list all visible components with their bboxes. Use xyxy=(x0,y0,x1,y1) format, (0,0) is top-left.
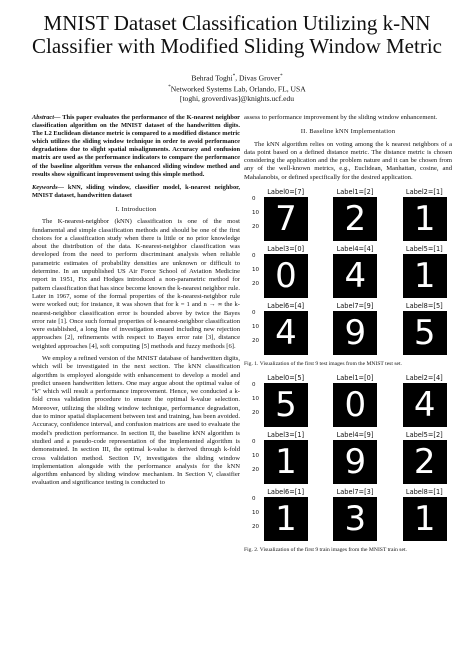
digit-image-cell xyxy=(389,431,446,487)
digit-label: Label6=[1] xyxy=(267,488,305,497)
axis-tick-label: 0 xyxy=(252,496,256,503)
digit-label: Label8=[1] xyxy=(405,488,443,497)
digit-image-cell xyxy=(250,302,307,358)
digit-image: 4 xyxy=(333,254,377,298)
keywords xyxy=(32,184,240,200)
section-heading: II. Baseline kNN Implementation xyxy=(300,128,396,136)
digit-image: 2 xyxy=(403,440,447,484)
author-sup: * xyxy=(232,74,236,79)
author-name: Behrad Toghi xyxy=(191,73,233,83)
figure-1-caption: Fig. 1. Visualization of the first 9 test images from the MNIST test set. xyxy=(244,361,402,368)
axis-tick-label: 0 xyxy=(252,310,256,317)
digit-image-cell xyxy=(319,374,376,430)
digit-label: Label3=[0] xyxy=(267,245,305,254)
digit-image-cell xyxy=(389,188,446,244)
axis-tick-label: 20 xyxy=(252,410,259,417)
digit-image-cell xyxy=(250,431,307,487)
keywords-label: Keywords— xyxy=(32,183,64,191)
digit-image-cell xyxy=(389,245,446,301)
digit-image: 1 xyxy=(403,497,447,541)
digit-image: 4 xyxy=(264,311,308,355)
digit-label: Label6=[4] xyxy=(267,302,305,311)
abstract-label: Abstract— xyxy=(32,114,61,121)
figure-2-grid xyxy=(250,374,446,544)
digit-label: Label7=[9] xyxy=(336,302,374,311)
axis-tick-label: 20 xyxy=(252,281,259,288)
right-column xyxy=(244,114,452,560)
axis-tick-label: 0 xyxy=(252,253,256,260)
axis-tick-label: 20 xyxy=(252,338,259,345)
digit-image-cell xyxy=(319,488,376,544)
digit-label: Label2=[4] xyxy=(405,374,443,383)
section-heading: I. Introduction xyxy=(115,205,157,213)
digit-image-cell xyxy=(389,488,446,544)
digit-label: Label8=[5] xyxy=(405,302,443,311)
digit-image: 1 xyxy=(264,497,308,541)
author-block xyxy=(0,72,474,104)
paragraph: We employ a refined version of the MNIST database of handwritten digits, which will be investigated in the next section. The kNN classification algorithm is employed alongside with enhancement to develop a model and predict unseen handwritten letters. One may argue about the optimal value of "k" which will result a performance improvement. Hence, we conducted a k-fold cross validation procedure to ensure the optimal k-value selection. Moreover, utilizing the sliding window technique, performance degradation, due to minor spatial displacement between test and training, has been avoided. Accuracy, confidence interval, and confusion matrices are used to evaluate the model's prediction performance. In section II, the baseline kNN algorithm is studied and a pseudo-code representation of the implemented algorithm is demonstrated. In section III, the optimal k-value is derived through k-fold cross validation method. Section IV, investigates the sliding window implementation alongside with the performance analysis for the kNN algorithm enhanced by sliding window mechanism. In Section V, classifier evaluation and significance testing is conducted to xyxy=(32,354,240,487)
digit-image: 0 xyxy=(264,254,308,298)
digit-image: 0 xyxy=(333,383,377,427)
axis-tick-label: 10 xyxy=(252,210,259,217)
digit-image-cell xyxy=(250,488,307,544)
digit-image: 9 xyxy=(333,440,377,484)
abstract-text: This paper evaluates the performance of the K-nearest neighbor classification algorithm on the MNIST dataset of the handwritten digits. The L2 Euclidean distance metric is compared to a modified distance metric which utilizes the sliding window technique in order to avoid performance degradations due to slight spatial misalignments. Accuracy and confusion matrix are used as the performance indicators to compare the performance of the baseline algorithm versus the enhanced sliding window method and results show significant improvement using this simple method. xyxy=(32,114,240,178)
author-sup: * xyxy=(280,74,283,79)
paragraph: assess to performance improvement by the sliding window enhancement. xyxy=(244,114,438,121)
digit-label: Label1=[2] xyxy=(336,188,374,197)
axis-tick-label: 10 xyxy=(252,396,259,403)
affiliation-sup: * xyxy=(168,85,171,91)
digit-label: Label7=[3] xyxy=(336,488,374,497)
digit-image-cell xyxy=(319,245,376,301)
axis-tick-label: 10 xyxy=(252,324,259,331)
author-affiliation xyxy=(0,83,474,94)
axis-tick-label: 0 xyxy=(252,196,256,203)
digit-label: Label5=[1] xyxy=(405,245,443,254)
digit-image: 2 xyxy=(333,197,377,241)
digit-label: Label1=[0] xyxy=(336,374,374,383)
digit-image: 5 xyxy=(264,383,308,427)
digit-image: 9 xyxy=(333,311,377,355)
keywords-text: kNN, sliding window, classifier model, k-nearest neighbor, MNIST dataset, handwritten dataset xyxy=(32,183,240,199)
digit-label: Label0=[7] xyxy=(267,188,305,197)
digit-label: Label3=[1] xyxy=(267,431,305,440)
digit-image: 3 xyxy=(333,497,377,541)
figure-1-grid xyxy=(250,188,446,358)
paragraph: The kNN algorithm relies on voting among the k nearest neighbors of a data point based on a defined distance metric. The distance metric is chosen considering the application and the problem nature and it can be chosen from any of the well-known metrics, e.g., Euclidean, Manhattan, cosine, and Mahalanobis, or defined specifically for the desired application. xyxy=(244,140,452,181)
digit-label: Label2=[1] xyxy=(405,188,443,197)
author-emails: [toghi, groverdivas]@knights.ucf.edu xyxy=(179,94,295,104)
digit-image: 1 xyxy=(403,197,447,241)
axis-tick-label: 10 xyxy=(252,267,259,274)
paragraph: The K-nearest-neighbor (kNN) classification is one of the most fundamental and simple classification methods and should be one of the first choices for a classification study when there is little or no prior knowledge about the distribution of the data. K-nearest-neighbor classification was developed from the need to perform discriminant analysis when reliable parametric estimates of probability densities are unknown or difficult to determine. In an unpublished US Air Force School of Aviation Medicine report in 1951, Fix and Hodges introduced a non-parametric method for pattern classification that has since become known the k-nearest neighbor rule. Later in 1967, some of the formal properties of the k-nearest-neighbor rule were worked out; for instance, it was shown that for k = 1 and n → ∞ the k-nearest-neighbor classification error is bounded above by twice the Bayes error rate [1]. Once such formal properties of k-nearest-neighbor classification were established, a long line of investigation ensued including new rejection approaches [2], refinements with respect to Bayes error rate [3], distance weighted approaches [4], soft computing [5] methods and fuzzy methods [6]. xyxy=(32,218,240,350)
axis-tick-label: 20 xyxy=(252,467,259,474)
axis-tick-label: 0 xyxy=(252,382,256,389)
digit-image: 1 xyxy=(264,440,308,484)
axis-tick-label: 0 xyxy=(252,439,256,446)
digit-image-cell xyxy=(250,188,307,244)
digit-label: Label5=[2] xyxy=(405,431,443,440)
digit-image-cell xyxy=(250,245,307,301)
axis-tick-label: 10 xyxy=(252,510,259,517)
axis-tick-label: 20 xyxy=(252,524,259,531)
left-column xyxy=(32,114,240,492)
title-line: MNIST Dataset Classification Utilizing k-NN xyxy=(43,11,431,35)
digit-image-cell xyxy=(319,302,376,358)
figure-2-caption: Fig. 2. Visualization of the first 9 train images from the MNIST train set. xyxy=(244,547,407,554)
digit-label: Label0=[5] xyxy=(267,374,305,383)
author-names xyxy=(0,72,474,83)
digit-image: 4 xyxy=(403,383,447,427)
abstract xyxy=(32,114,240,179)
paper-title xyxy=(0,12,474,58)
title-line: Classifier with Modified Sliding Window Metric xyxy=(32,34,442,58)
digit-image: 5 xyxy=(403,311,447,355)
affiliation-text: Networked Systems Lab, Orlando, FL, USA xyxy=(170,84,306,94)
digit-image-cell xyxy=(319,431,376,487)
digit-label: Label4=[9] xyxy=(336,431,374,440)
digit-image: 7 xyxy=(264,197,308,241)
axis-tick-label: 10 xyxy=(252,453,259,460)
digit-image-cell xyxy=(319,188,376,244)
digit-image-cell xyxy=(389,302,446,358)
digit-label: Label4=[4] xyxy=(336,245,374,254)
axis-tick-label: 20 xyxy=(252,224,259,231)
digit-image-cell xyxy=(250,374,307,430)
digit-image-cell xyxy=(389,374,446,430)
digit-image: 1 xyxy=(403,254,447,298)
author-name: , Divas Grover xyxy=(235,73,281,83)
